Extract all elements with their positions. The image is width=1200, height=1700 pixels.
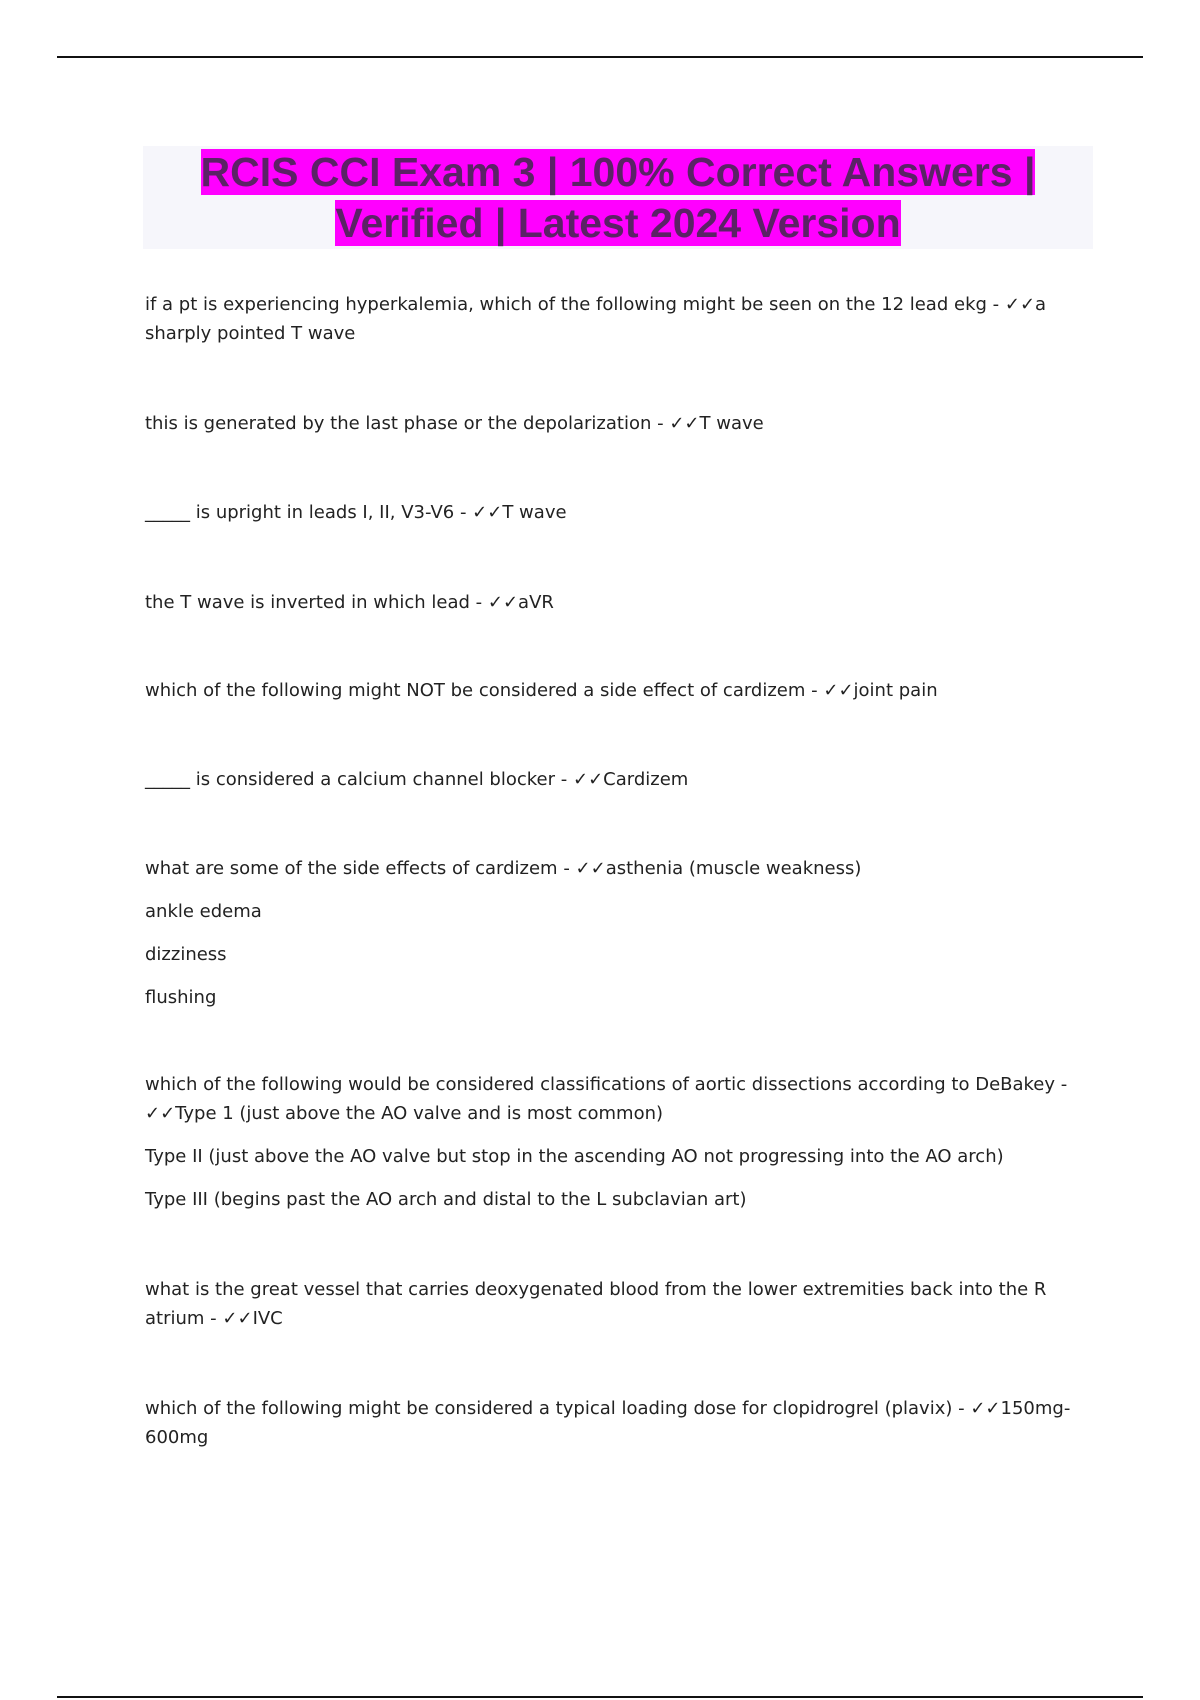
separator: - xyxy=(557,858,576,879)
question-text: the T wave is inverted in which lead xyxy=(145,592,470,613)
question-text: if a pt is experiencing hyperkalemia, which of the following might be seen on the 12 lead ekg xyxy=(145,294,987,315)
qa-question-answer xyxy=(145,765,1075,794)
question-text: what is the great vessel that carries deoxygenated blood from the lower extremities back into the R atrium xyxy=(145,1279,1047,1329)
answer-text: IVC xyxy=(252,1308,283,1329)
answer-text: joint pain xyxy=(853,680,938,701)
qa-question-answer xyxy=(145,1070,1075,1128)
qa-item xyxy=(145,1070,1075,1214)
qa-item xyxy=(145,588,1075,617)
qa-item xyxy=(145,854,1075,1012)
check-marks-icon: ✓✓ xyxy=(572,769,604,790)
qa-item xyxy=(145,409,1075,438)
separator: - xyxy=(952,1398,971,1419)
answer-continuation: Type III (begins past the AO arch and distal to the L subclavian art) xyxy=(145,1189,747,1210)
answer-text: asthenia (muscle weakness) xyxy=(605,858,862,879)
question-text: which of the following might be considered a typical loading dose for clopidrogrel (plavix) xyxy=(145,1398,953,1419)
check-marks-icon: ✓✓ xyxy=(669,413,700,434)
qa-item xyxy=(145,676,1075,705)
qa-question-answer xyxy=(145,290,1075,348)
qa-question-answer xyxy=(145,1275,1075,1333)
qa-question-answer xyxy=(145,588,1075,617)
separator: - xyxy=(204,1308,223,1329)
check-marks-icon: ✓✓ xyxy=(222,1308,253,1329)
qa-item xyxy=(145,290,1075,348)
answer-continuation: flushing xyxy=(145,987,217,1008)
separator: - xyxy=(651,413,670,434)
qa-item xyxy=(145,1275,1075,1333)
question-text: _____ is considered a calcium channel blocker xyxy=(145,769,556,790)
check-marks-icon: ✓✓ xyxy=(823,680,854,701)
question-text: this is generated by the last phase or the depolarization xyxy=(145,413,652,434)
question-text: which of the following might NOT be considered a side effect of cardizem xyxy=(145,680,806,701)
answer-text: T wave xyxy=(502,502,567,523)
answer-text: aVR xyxy=(518,592,554,613)
answer-text: Cardizem xyxy=(603,769,689,790)
separator: - xyxy=(469,592,488,613)
bottom-rule xyxy=(57,1696,1143,1698)
check-marks-icon: ✓✓ xyxy=(970,1398,1001,1419)
check-marks-icon: ✓✓ xyxy=(472,502,503,523)
separator: - xyxy=(1055,1074,1068,1095)
answer-text: T wave xyxy=(699,413,764,434)
qa-question-answer xyxy=(145,854,1075,883)
qa-question-answer xyxy=(145,1394,1075,1452)
question-text: _____ is upright in leads I, II, V3-V6 xyxy=(145,502,455,523)
answer-text: 150mg-600mg xyxy=(145,1398,1071,1448)
qa-question-answer xyxy=(145,409,1075,438)
answer-continuation: dizziness xyxy=(145,944,227,965)
qa-question-answer xyxy=(145,498,1075,527)
check-marks-icon: ✓✓ xyxy=(575,858,606,879)
document-title: RCIS CCI Exam 3 | 100% Correct Answers | Verified | Latest 2024 Version xyxy=(200,149,1036,246)
separator: - xyxy=(454,502,473,523)
check-marks-icon: ✓✓ xyxy=(1004,294,1036,315)
separator: - xyxy=(555,769,573,790)
question-text: which of the following would be considered classifications of aortic dissections according to DeBakey xyxy=(145,1074,1056,1095)
answer-continuation: Type II (just above the AO valve but stop in the ascending AO not progressing into the AO arch) xyxy=(145,1146,1004,1167)
title-banner xyxy=(143,146,1093,249)
qa-item xyxy=(145,1394,1075,1452)
separator: - xyxy=(805,680,824,701)
qa-question-answer xyxy=(145,676,1075,705)
check-marks-icon: ✓✓ xyxy=(145,1103,176,1124)
qa-item xyxy=(145,765,1075,794)
separator: - xyxy=(986,294,1005,315)
answer-text: Type 1 (just above the AO valve and is most common) xyxy=(175,1103,664,1124)
question-text: what are some of the side effects of cardizem xyxy=(145,858,558,879)
top-rule xyxy=(57,56,1143,58)
check-marks-icon: ✓✓ xyxy=(487,592,519,613)
answer-continuation: ankle edema xyxy=(145,901,262,922)
answer-text: a sharply pointed T wave xyxy=(145,294,1047,344)
qa-item xyxy=(145,498,1075,527)
